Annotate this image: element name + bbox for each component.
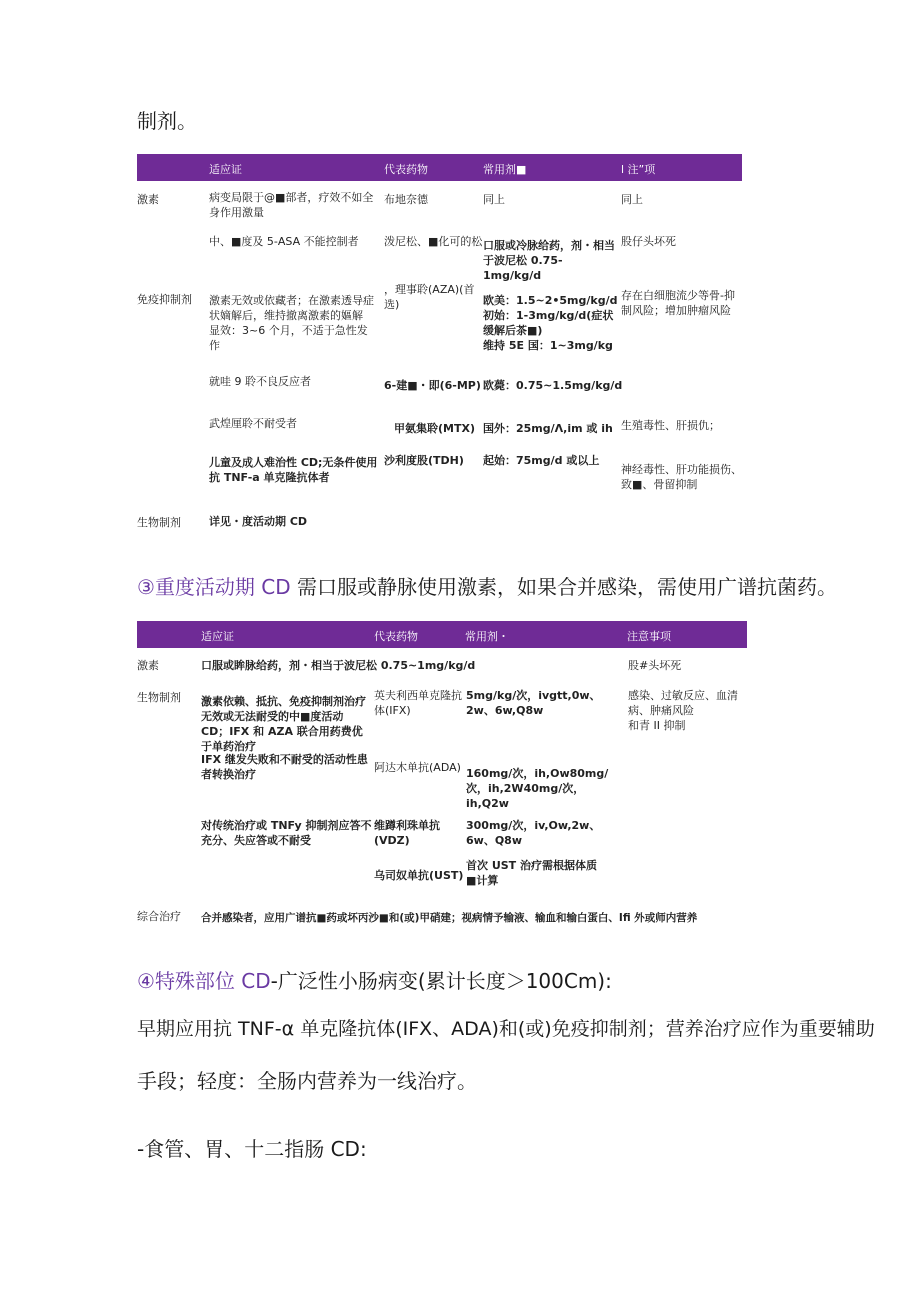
- section-3-heading: [137, 574, 837, 600]
- table-cell: 中、■度及 5-ASA 不能控制者: [209, 235, 359, 248]
- header-indication: 适应证: [201, 630, 234, 643]
- table-cell: 免疫抑制剂: [137, 293, 192, 306]
- header-dose: 常用剂・: [465, 630, 509, 643]
- table-cell: 综合治疗: [137, 910, 181, 923]
- section-4-title: 特殊部位 CD: [154, 969, 271, 993]
- table-cell: 儿童及成人难治性 CD;无条件使用抗 TNF-a 单克隆抗体者: [209, 456, 378, 484]
- paragraph: 手段；轻度：全肠内营养为一线治疗。: [137, 1069, 477, 1093]
- table-cell: 首次 UST 治疗需根据体质■计算: [466, 859, 598, 887]
- table-cell: 起始：75mg/d 或以上: [483, 454, 600, 467]
- intro-text: 制剂。: [137, 109, 197, 133]
- table-cell: 欧薨：0.75~1.5mg/kg/d: [483, 379, 623, 392]
- section-4-heading: [137, 968, 612, 994]
- section-3-number: ③: [137, 575, 155, 599]
- header-drug: 代表药物: [374, 630, 418, 643]
- table-cell: 生物制剂: [137, 516, 181, 529]
- table-cell: 欧美：1.5~2•5mg/kg/d 初始：1-3mg/kg/d(症状缓解后茶■) 维持 5E 国：1~3mg/kg: [483, 294, 618, 352]
- table-cell: 同上: [483, 193, 505, 206]
- table-cell: 维蹲利珠单抗(VDZ): [374, 819, 440, 847]
- table-cell: 沙利度股(TDH): [384, 454, 464, 467]
- table-cell: 对传统治疗或 TNFy 抑制剂应答不充分、失应答或不耐受: [201, 819, 372, 847]
- table-cell: 300mg/次，iv,Ow,2w、6w、Q8w: [466, 819, 601, 847]
- paragraph: -食管、胃、十二指肠 CD:: [137, 1137, 367, 1161]
- table-cell: 武煌厘聆不耐受者: [209, 417, 297, 430]
- table-cell: 股#头坏死: [628, 659, 682, 672]
- table-1-header: [137, 154, 742, 181]
- table-cell: 英夫利西单克隆抗体(IFX): [374, 689, 462, 717]
- header-note: 注意事项: [627, 630, 671, 643]
- table-2-header: [137, 621, 747, 648]
- table-cell: 同上: [621, 193, 643, 206]
- table-cell: 合并感染者，应用广谱抗■药或坏丙沙■和(或)甲硝建；视病情予输液、输血和输白蛋白、Ifi 外或师内营养: [201, 912, 698, 924]
- table-cell: 乌司奴单抗(UST): [374, 869, 464, 882]
- table-cell: 病变局限于@■部者，疗效不如全身作用激量: [209, 191, 374, 219]
- header-note: l 注”项: [621, 163, 656, 176]
- table-cell: 生殖毒性、肝损仇；: [621, 419, 720, 432]
- table-cell: 口服或冷脉给药，剂・相当于波尼松 0.75-1mg/kg/d: [483, 239, 615, 282]
- table-cell: 股仔头坏死: [621, 235, 676, 248]
- table-cell: 阿达木单抗(ADA): [374, 761, 461, 774]
- section-4-text: -广泛性小肠病变(累计长度＞100Cm):: [270, 969, 612, 993]
- table-cell: 布地奈德: [384, 193, 428, 206]
- table-cell: 激素: [137, 193, 159, 206]
- table-cell: 生物制剂: [137, 691, 181, 704]
- table-cell: 详见・度活动期 CD: [209, 515, 308, 528]
- header-dose: 常用剂■: [483, 163, 527, 176]
- table-cell: 感染、过敏反应、血清病、肿痛风险 和青 II 抑制: [628, 689, 738, 732]
- table-cell: 160mg/次，ih,Ow80mg/次，ih,2W40mg/次，ih,Q2w: [466, 767, 609, 810]
- table-cell: IFX 继发失败和不耐受的活动性患者转换治疗: [201, 753, 368, 781]
- section-3-text: 需口服或静脉使用激素，如果合并感染，需使用广谱抗菌药。: [290, 575, 838, 599]
- table-cell: 泼尼松、■化可的松: [384, 235, 483, 248]
- paragraph: 早期应用抗 TNF-α 单克隆抗体(IFX、ADA)和(或)免疫抑制剂；营养治疗应作为重要辅助: [137, 1018, 875, 1040]
- section-4-number: ④: [137, 969, 155, 993]
- table-cell: 存在白细胞流少等骨-抑制风险；增加肿瘤风险: [621, 289, 735, 317]
- header-drug: 代表药物: [384, 163, 428, 176]
- table-cell: ，理事聆(AZA)(首选): [384, 283, 475, 311]
- table-cell: 国外：25mg/Λ,im 或 ih: [483, 422, 613, 435]
- table-cell: 甲氨集聆(MTX): [394, 422, 475, 435]
- table-cell: 激素: [137, 659, 159, 672]
- section-3-title: 重度活动期 CD: [154, 575, 291, 599]
- table-cell: 5mg/kg/次，ivgtt,0w、2w、6w,Q8w: [466, 689, 601, 717]
- table-cell: 神经毒性、肝功能损伤、致■、骨留抑制: [621, 463, 742, 491]
- table-cell: 口服或眸脉给药，剂・相当于波尼松 0.75~1mg/kg/d: [201, 659, 476, 672]
- table-cell: 就哇 9 聆不良反应者: [209, 375, 311, 388]
- table-cell: 激素无效或依藏者；在激素透导症状嫡解后，维持撤离激素的嫗解 显效：3~6 个月，不适于急性发作: [209, 294, 374, 352]
- table-cell: 6-建■・即(6-MP): [384, 379, 481, 392]
- table-cell: 激素依赖、抵抗、免疫抑制剂治疗无效或无法耐受的中■度活动 CD；IFX 和 AZA 联合用药费优于单药治疗: [201, 695, 366, 753]
- header-indication: 适应证: [209, 163, 242, 176]
